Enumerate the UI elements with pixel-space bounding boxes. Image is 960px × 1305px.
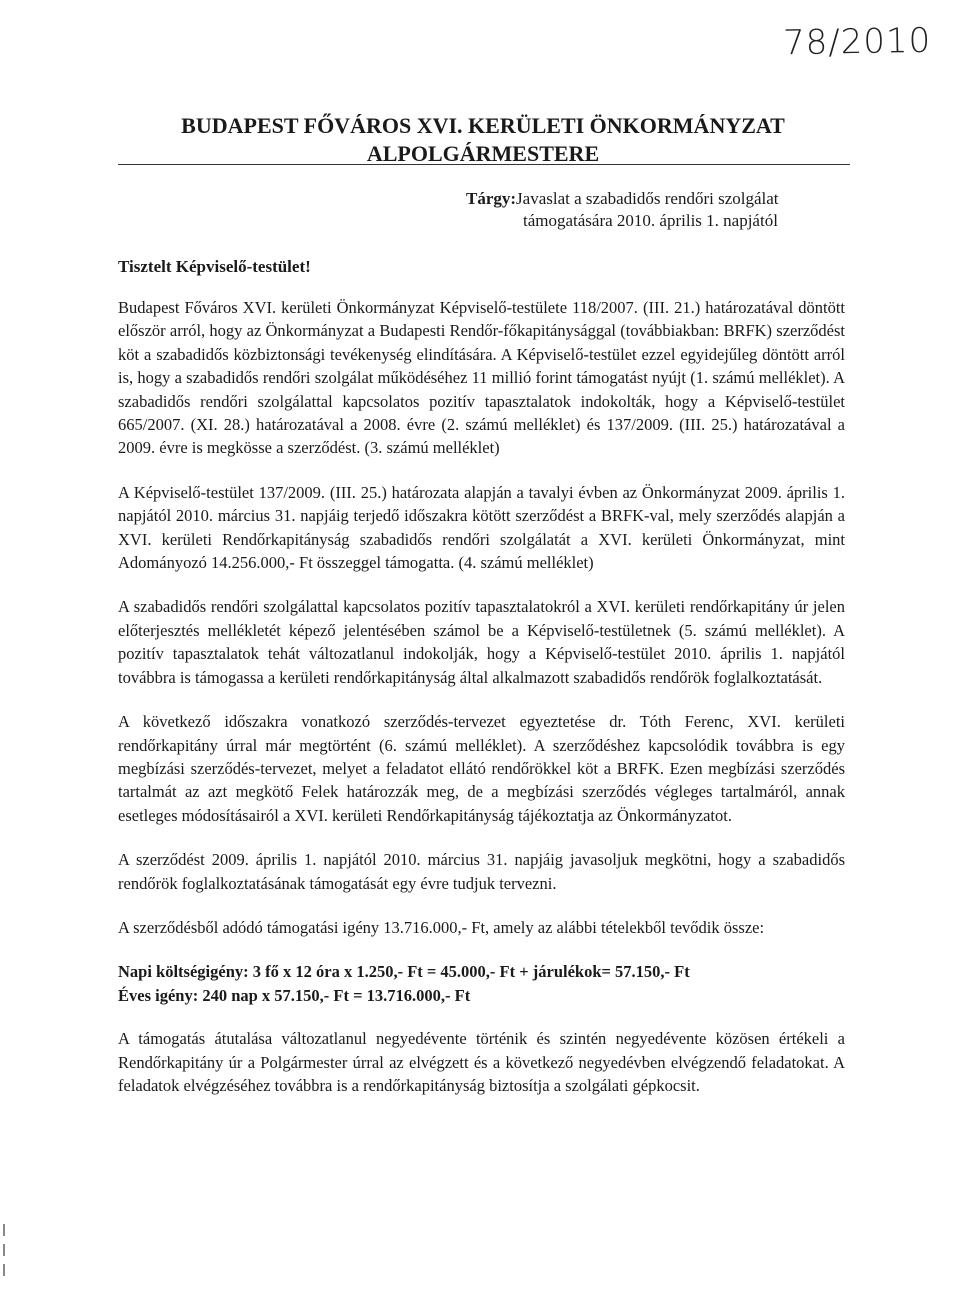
header-office: ALPOLGÁRMESTERE bbox=[366, 141, 600, 166]
paragraph-funding-need: A szerződésből adódó támogatási igény 13.716.000,- Ft, amely az alábbi tételekből tevődik össze: bbox=[118, 917, 765, 937]
header-divider bbox=[118, 164, 850, 165]
cost-calculation bbox=[118, 960, 845, 1007]
subject-label: Tárgy: bbox=[466, 189, 517, 208]
paragraph-proposal: A szerződést 2009. április 1. napjától 2010. március 31. napjáig javasoljuk megkötni, hogy a szabadidős rendőrök foglalkoztatásának támogatását egy évre tudjuk tervezni. bbox=[118, 850, 845, 893]
document-header bbox=[118, 112, 848, 168]
annual-cost-line: Éves igény: 240 nap x 57.150,- Ft = 13.716.000,- Ft bbox=[118, 985, 471, 1005]
paragraph-closing: A támogatás átutalása változatlanul negyedévente történik és szintén negyedévente közösen értékeli a Rendőrkapitány úr a Polgármester úrral az elvégzett és a következő negyedévben elvégzendő feladatokat. A feladatok elvégzéséhez továbbra is a rendőrkapitányság biztosítja a szolgálati gépkocsit. bbox=[118, 1029, 845, 1095]
paragraph-history: Budapest Főváros XVI. kerületi Önkormányzat Képviselő-testülete 118/2007. (III. 21.) határozatával döntött először arról, hogy az Önkormányzat a Budapesti Rendőr-főkapitánysággal (továbbiakban: BRFK) szerződést köt a szabadidős közbiztonsági tevékenység elindítására. A Képviselő-testület ezzel egyidejűleg döntött arról is, hogy a szabadidős rendőri szolgálat működéséhez 11 millió forint támogatást nyújt (1. számú melléklet). A szabadidős rendőri szolgálattal kapcsolatos pozitív tapasztalatok indokolták, hogy a Képviselő-testület 665/2007. (XI. 28.) határozatával a 2008. évre (2. számú melléklet) és 137/2009. (III. 25.) határozatával a 2009. évre is megkösse a szerződést. (3. számú melléklet) bbox=[118, 298, 845, 458]
subject-block bbox=[466, 188, 866, 232]
paragraph-draft-contract: A következő időszakra vonatkozó szerződés-tervezet egyeztetése dr. Tóth Ferenc, XVI. kerületi rendőrkapitány úrral már megtörtént (6. számú melléklet). A szerződéshez kapcsolódik továbbra is egy megbízási szerződés-tervezet, melyet a feladatot ellátó rendőrökkel köt a BRFK. Ezen megbízási szerződés tartalmát az azt megkötő Felek határozzák meg, de a megbízási szerződés végleges tartalmáról, annak esetleges módosításairól a XVI. kerületi Rendőrkapitányság tájékoztatja az Önkormányzatot. bbox=[118, 712, 845, 825]
body-text bbox=[118, 296, 845, 1118]
daily-cost-line: Napi költségigény: 3 fő x 12 óra x 1.250,- Ft = 45.000,- Ft + járulékok= 57.150,- Ft bbox=[118, 962, 690, 982]
subject-line-2: támogatására 2010. április 1. napjától bbox=[523, 211, 778, 230]
handwritten-file-number: 78/2010 bbox=[782, 20, 932, 64]
scan-edge-marks bbox=[0, 1220, 6, 1290]
subject-line-1: Javaslat a szabadidős rendőri szolgálat bbox=[516, 189, 779, 208]
paragraph-previous-contract: A Képviselő-testület 137/2009. (III. 25.) határozata alapján a tavalyi évben az Önkormányzat 2009. április 1. napjától 2010. március 31. napjáig terjedő időszakra kötött szerződést a BRFK-val, mely szerződés alapján a XVI. kerületi Rendőrkapitányság szabadidős rendőri szolgálatát a XVI. kerületi Önkormányzat, mint Adományozó 14.256.000,- Ft összeggel támogatta. (4. számú melléklet) bbox=[118, 482, 845, 573]
header-issuer: BUDAPEST FŐVÁROS XVI. KERÜLETI ÖNKORMÁNYZAT bbox=[181, 113, 785, 138]
paragraph-experiences: A szabadidős rendőri szolgálattal kapcsolatos pozitív tapasztalatokról a XVI. kerületi rendőrkapitány úr jelen előterjesztés mellékletét képező jelentésében számol be a Képviselő-testületnek (5. számú melléklet). A pozitív tapasztalatok tehát változatlanul indokolják, hogy a Képviselő-testület 2010. április 1. napjától továbbra is támogassa a kerületi rendőrkapitányság által alkalmazott szabadidős rendőrök foglalkoztatását. bbox=[118, 597, 845, 687]
salutation: Tisztelt Képviselő-testület! bbox=[118, 257, 311, 276]
